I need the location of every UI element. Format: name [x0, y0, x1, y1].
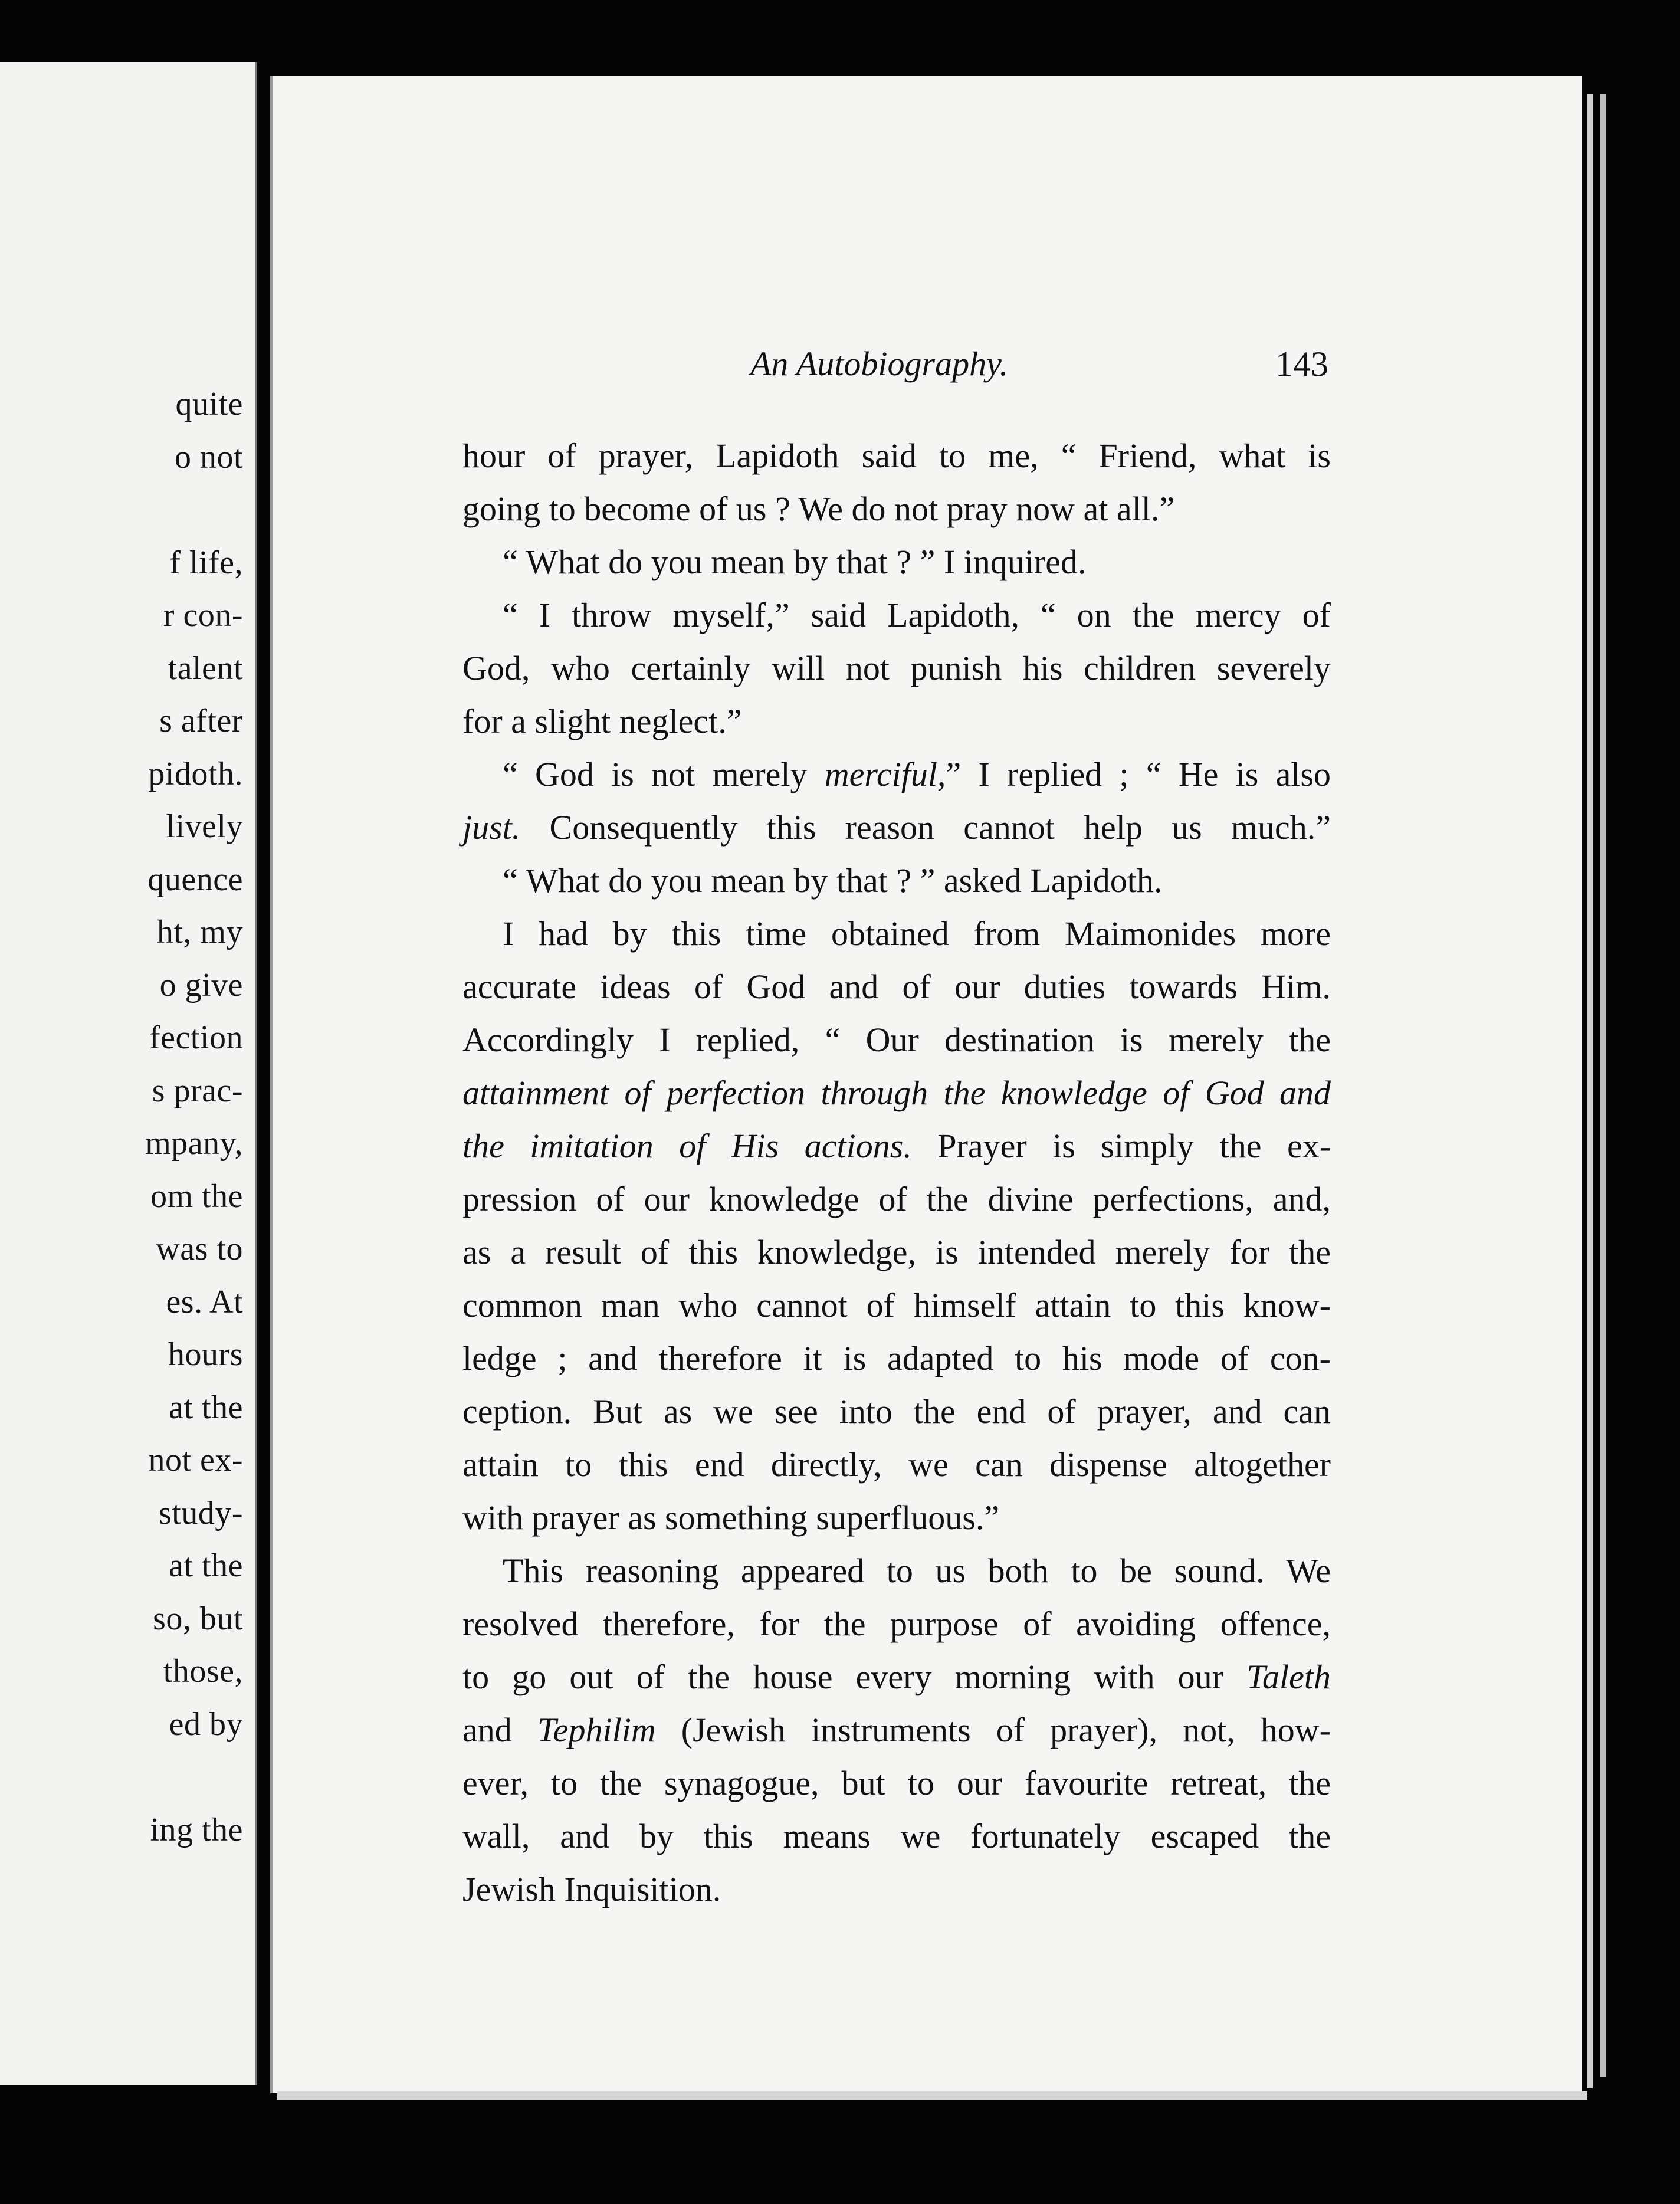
italic-phrase: Tephilim — [537, 1711, 656, 1749]
running-title: An Autobiography. — [750, 345, 1009, 383]
text-line: This reasoning appeared to us both to be sound. We — [503, 1552, 1331, 1590]
text-line: “ What do you mean by that ? ” asked Lapidoth. — [503, 861, 1163, 900]
left-page-line: so, but — [153, 1600, 243, 1637]
text-line: going to become of us ? We do not pray now at all.” — [462, 490, 1175, 528]
text-segment: Consequently this reason cannot help us much.” — [520, 808, 1331, 847]
left-page-line: lively — [166, 808, 243, 845]
right-page — [270, 76, 1582, 2093]
text-line: “ What do you mean by that ? ” I inquired. — [503, 543, 1087, 581]
page-number: 143 — [1275, 345, 1328, 383]
left-page-line: study- — [159, 1494, 243, 1531]
left-page-line: was to — [156, 1231, 243, 1267]
left-page-line: ing the — [150, 1811, 243, 1848]
text-line: ledge ; and therefore it is adapted to his mode of con- — [462, 1339, 1331, 1378]
text-segment: “ God is not merely — [503, 755, 825, 793]
left-page-line: talent — [168, 650, 243, 687]
text-line — [462, 1651, 1331, 1704]
italic-phrase: attainment of perfection through the knowledge of God and — [462, 1074, 1331, 1112]
italic-phrase: just. — [462, 808, 521, 847]
left-page-line: s after — [159, 703, 243, 739]
text-line: God, who certainly will not punish his children severely — [462, 649, 1331, 687]
left-page-line: ed by — [169, 1706, 243, 1743]
body-text — [462, 429, 1331, 1916]
text-line: ception. But as we see into the end of prayer, and can — [462, 1392, 1331, 1431]
text-line: attain to this end directly, we can dispense altogether — [462, 1445, 1331, 1484]
text-line: Jewish Inquisition. — [462, 1870, 721, 1908]
text-line: with prayer as something superfluous.” — [462, 1498, 1000, 1537]
left-page-line: es. At — [166, 1283, 243, 1320]
text-segment: (Jewish instruments of prayer), not, how- — [655, 1711, 1331, 1749]
left-page — [0, 62, 257, 2085]
text-line: as a result of this knowledge, is intended merely for the — [462, 1233, 1331, 1271]
left-page-line: ht, my — [156, 914, 243, 950]
left-page-line: r con- — [163, 597, 243, 634]
text-line: “ I throw myself,” said Lapidoth, “ on the mercy of — [503, 596, 1331, 634]
text-segment: Prayer is simply the ex- — [911, 1127, 1331, 1165]
left-page-line: s prac- — [152, 1072, 243, 1109]
left-page-line: those, — [163, 1653, 243, 1690]
text-line — [462, 1704, 1331, 1757]
left-page-line: at the — [169, 1389, 243, 1426]
left-page-line: quite — [175, 386, 243, 422]
text-segment: to go out of the house every morning with our — [462, 1658, 1247, 1696]
text-segment: and — [462, 1711, 537, 1749]
left-page-line: not ex- — [148, 1442, 243, 1478]
left-page-line: quence — [147, 861, 243, 898]
text-line: pression of our knowledge of the divine perfections, and, — [462, 1180, 1331, 1218]
text-line: wall, and by this means we fortunately escaped the — [462, 1817, 1331, 1855]
left-page-line: o not — [174, 438, 243, 475]
left-page-line: hours — [168, 1336, 243, 1373]
text-line — [462, 801, 1331, 854]
bottom-page-edge — [277, 2091, 1587, 2100]
text-line: for a slight neglect.” — [462, 702, 742, 740]
italic-phrase: Taleth — [1246, 1658, 1331, 1696]
text-line — [462, 1067, 1331, 1120]
text-line: common man who cannot of himself attain to this know- — [462, 1286, 1331, 1324]
left-page-line: pidoth. — [148, 755, 243, 792]
text-line — [462, 748, 1331, 801]
text-line: resolved therefore, for the purpose of avoiding offence, — [462, 1605, 1331, 1643]
left-page-line: f life, — [169, 544, 243, 581]
page-edge — [1600, 94, 1606, 2077]
left-page-line: at the — [169, 1547, 243, 1584]
italic-phrase: the imitation of His actions. — [462, 1127, 912, 1165]
left-page-line: o give — [159, 966, 243, 1003]
text-line: Accordingly I replied, “ Our destination is merely the — [462, 1021, 1331, 1059]
text-segment: ” I replied ; “ He is also — [946, 755, 1331, 793]
text-line — [462, 1120, 1331, 1173]
text-line: ever, to the synagogue, but to our favourite retreat, the — [462, 1764, 1331, 1802]
left-page-line: fection — [149, 1019, 243, 1056]
left-page-line: om the — [150, 1178, 243, 1215]
text-line: accurate ideas of God and of our duties towards Him. — [462, 967, 1331, 1006]
text-line: hour of prayer, Lapidoth said to me, “ Friend, what is — [462, 437, 1331, 475]
page-edge — [1587, 94, 1593, 2088]
text-line: I had by this time obtained from Maimonides more — [503, 914, 1331, 953]
left-page-line: mpany, — [145, 1125, 243, 1162]
italic-phrase: merciful, — [824, 755, 946, 793]
page-header — [273, 344, 1582, 385]
